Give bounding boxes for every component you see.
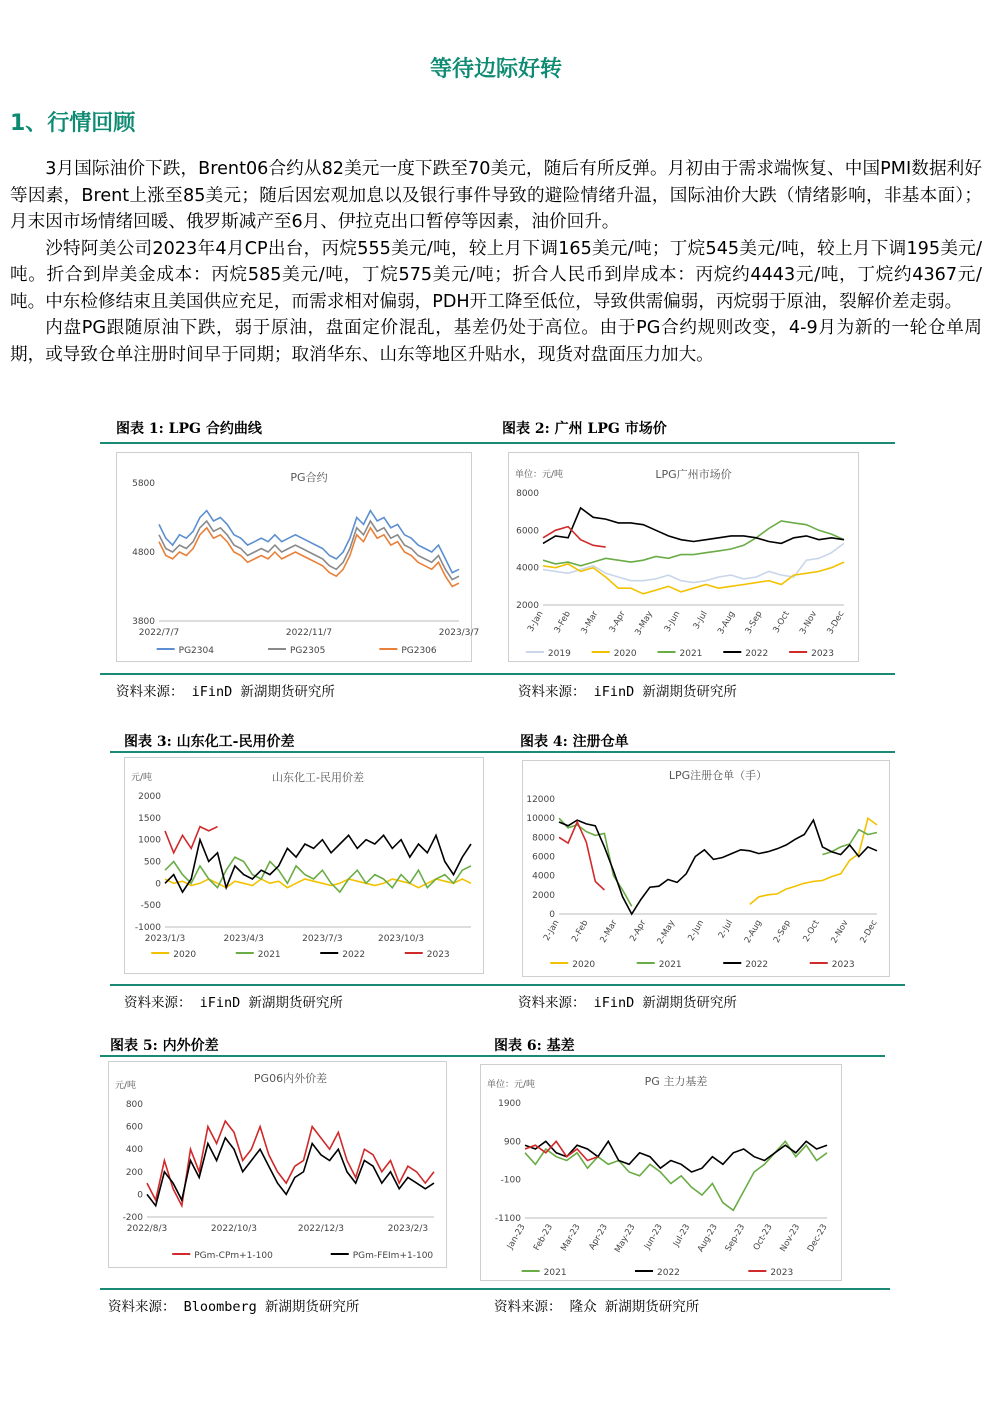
series-line-PG2304: [159, 511, 459, 573]
x-tick-label: 2023/7/3: [302, 934, 343, 944]
figure-5-source: 资料来源： Bloomberg 新湖期货研究所: [108, 1299, 360, 1315]
x-tick-label: 2023/4/3: [223, 934, 264, 944]
x-tick-label: 2022/12/3: [297, 1224, 345, 1234]
chart-title: LPG注册仓单（手）: [668, 769, 768, 782]
chart-title: PG06内外价差: [253, 1072, 328, 1085]
y-tick-label: 0: [137, 1190, 143, 1201]
chart-1-frame: [116, 452, 480, 662]
legend-label: PGm-FEIm+1-100: [352, 1251, 434, 1261]
series-line-2021: [559, 818, 877, 906]
figure-5-caption: 图表 5: 内外价差: [110, 1038, 219, 1054]
legend-label: 2020: [613, 649, 637, 659]
x-tick-label: 3-Apr: [607, 609, 628, 635]
y-tick-label: 5800: [132, 479, 155, 489]
x-tick-label: 2022/8/3: [126, 1224, 168, 1234]
x-tick-label: 2023/1/3: [144, 934, 186, 944]
y-axis-label: 元/吨: [115, 1081, 137, 1091]
x-tick-label: 2022/11/7: [285, 628, 333, 638]
x-tick-label: Jun-23: [642, 1222, 665, 1252]
y-tick-label: 12000: [526, 795, 555, 805]
legend-label: 2020: [173, 950, 197, 960]
figure-row-3-bottom-rule: [100, 1288, 890, 1290]
figure-4-source: 资料来源： iFinD 新湖期货研究所: [518, 995, 737, 1011]
chart-3-shandong-spread: [125, 758, 483, 973]
y-tick-label: -100: [500, 1175, 521, 1186]
y-tick-label: -1100: [494, 1214, 521, 1224]
chart-6-basis: [481, 1065, 841, 1280]
figure-3-source: 资料来源： iFinD 新湖期货研究所: [124, 995, 343, 1011]
paragraph-1: 3月国际油价下跌，Brent06合约从82美元一度下跌至70美元，随后有所反弹。月初由于需求端恢复、中国PMI数据利好等因素，Brent上涨至85美元；随后因宏观加息以及银行事件导致的避险情绪升温，国际油价大跌（情绪影响，非基本面）；月末因市场情绪回暖、俄罗斯减产至6月、伊拉克出口暂停等因素，油价回升。: [10, 159, 982, 232]
legend-label: 2021: [257, 950, 281, 960]
figure-1-source: 资料来源： iFinD 新湖期货研究所: [116, 684, 335, 700]
chart-5-frame: [108, 1061, 447, 1268]
x-tick-label: 2-Apr: [628, 918, 649, 944]
figure-row-3-top-rule: [100, 1055, 885, 1057]
x-tick-label: 2-Aug: [742, 918, 764, 946]
series-line-2021: [165, 857, 471, 892]
x-tick-label: Oct-23: [751, 1222, 775, 1253]
legend-label: 2023: [831, 960, 855, 970]
legend-label: PG2306: [401, 646, 437, 656]
y-tick-label: 6000: [516, 526, 539, 537]
x-tick-label: 2-May: [655, 918, 678, 947]
figure-row-1-bottom-rule: [100, 673, 895, 675]
y-tick-label: 900: [503, 1137, 521, 1148]
legend-label: 2020: [572, 960, 596, 970]
x-tick-label: 3-Jul: [691, 609, 710, 632]
series-line-2022: [543, 508, 844, 544]
x-tick-label: May-23: [613, 1222, 638, 1255]
x-tick-label: 2-Jul: [716, 918, 736, 941]
figure-4-caption: 图表 4: 注册仓单: [520, 734, 629, 750]
legend-label: 2023: [770, 1268, 794, 1278]
legend-label: 2021: [679, 649, 703, 659]
y-tick-label: 4000: [532, 871, 555, 882]
legend-label: 2019: [547, 649, 571, 659]
chart-title: 山东化工-民用价差: [272, 771, 364, 784]
x-tick-label: 2023/3/7: [438, 628, 480, 638]
y-tick-label: 800: [125, 1100, 143, 1110]
y-tick-label: 2000: [516, 601, 539, 611]
y-tick-label: 3800: [132, 617, 155, 627]
legend-label: 2023: [426, 950, 450, 960]
x-tick-label: 3-Jan: [525, 609, 546, 634]
x-tick-label: 2-Mar: [598, 918, 620, 945]
y-axis-label: 单位：元/吨: [515, 470, 564, 480]
chart-1-lpg-contracts: [117, 453, 480, 661]
x-tick-label: 2-Dec: [858, 918, 880, 946]
y-axis-label: 元/吨: [131, 773, 153, 783]
figure-row-1-top-rule: [100, 442, 895, 444]
paragraph-2: 沙特阿美公司2023年4月CP出台，丙烷555美元/吨，较上月下调165美元/吨；丁烷545美元/吨，较上月下调195美元/吨。折合到岸美金成本：丙烷585美元/吨，丁烷575美元/吨；折合人民币到岸成本：丙烷约4443元/吨，丁烷约4367元/吨。中东检修结束且美国供应充足，而需求相对偏弱，PDH开工降至低位，导致供需偏弱，丙烷弱于原油，裂解价差走弱。: [10, 238, 982, 312]
legend-label: PG2304: [178, 646, 214, 656]
y-tick-label: 4800: [132, 548, 155, 558]
x-tick-label: Feb-23: [531, 1222, 556, 1253]
x-tick-label: 2023/10/3: [377, 934, 425, 944]
x-tick-label: Nov-23: [778, 1222, 803, 1254]
y-tick-label: 500: [143, 857, 161, 868]
legend-label: 2021: [543, 1268, 567, 1278]
x-tick-label: 2023/2/3: [387, 1224, 429, 1234]
y-tick-label: 6000: [532, 852, 555, 863]
body-text: [10, 156, 982, 368]
figure-2-source: 资料来源： iFinD 新湖期货研究所: [518, 684, 737, 700]
x-tick-label: 3-Feb: [552, 609, 573, 635]
y-tick-label: 10000: [526, 814, 555, 825]
figure-1-caption: 图表 1: LPG 合约曲线: [116, 421, 262, 437]
section-heading: 1、行情回顾: [10, 111, 136, 136]
figure-2-caption: 图表 2: 广州 LPG 市场价: [502, 421, 667, 437]
x-tick-label: 2022/10/3: [210, 1224, 258, 1234]
x-tick-label: Jul-23: [671, 1222, 693, 1249]
y-tick-label: 0: [155, 879, 161, 890]
y-tick-label: -1000: [134, 923, 161, 933]
x-tick-label: 2-Oct: [801, 918, 822, 944]
x-tick-label: 3-May: [633, 609, 656, 638]
y-tick-label: 1900: [498, 1099, 521, 1109]
y-tick-label: -200: [122, 1213, 143, 1223]
figure-row-2-top-rule: [110, 751, 895, 753]
x-tick-label: 2-Nov: [829, 918, 851, 946]
chart-title: PG合约: [290, 471, 328, 484]
x-tick-label: 2022/7/7: [138, 628, 180, 638]
x-tick-label: 2-Sep: [771, 918, 793, 945]
x-tick-label: 3-Mar: [579, 609, 601, 636]
y-tick-label: -500: [140, 901, 161, 912]
paragraph-3: 内盘PG跟随原油下跌，弱于原油，盘面定价混乱，基差仍处于高位。由于PG合约规则改变，4-9月为新的一轮仓单周期，或导致仓单注册时间早于同期；取消华东、山东等地区升贴水，现货对盘面压力加大。: [10, 318, 982, 365]
y-tick-label: 1500: [138, 813, 161, 824]
figure-3-caption: 图表 3: 山东化工-民用价差: [124, 734, 295, 750]
series-line-2022: [559, 820, 877, 914]
x-tick-label: 3-Aug: [716, 609, 738, 637]
x-tick-label: 2-Jun: [686, 918, 707, 943]
x-tick-label: Aug-23: [695, 1222, 720, 1254]
x-tick-label: Jan-23: [505, 1222, 528, 1251]
chart-2-guangzhou-lpg-price: [509, 453, 858, 661]
x-tick-label: 3-Oct: [771, 609, 792, 635]
legend-label: 2022: [745, 960, 769, 970]
legend-label: 2022: [342, 950, 366, 960]
y-tick-label: 600: [125, 1122, 143, 1133]
chart-5-inner-outer-spread: [109, 1062, 446, 1267]
series-line-2023: [165, 827, 218, 853]
figure-6-caption: 图表 6: 基差: [494, 1038, 575, 1054]
x-tick-label: 3-Jun: [662, 609, 683, 634]
y-tick-label: 0: [549, 910, 555, 920]
x-tick-label: Sep-23: [723, 1222, 748, 1254]
chart-4-warehouse-receipts: [523, 761, 889, 976]
legend-label: 2023: [811, 649, 835, 659]
figure-row-2-bottom-rule: [110, 984, 905, 986]
legend-label: 2021: [658, 960, 682, 970]
y-axis-label: 单位：元/吨: [487, 1080, 536, 1090]
chart-title: LPG广州市场价: [655, 468, 732, 481]
document-title: 等待边际好转: [429, 57, 562, 82]
series-line-PG2306: [159, 528, 459, 587]
x-tick-label: 3-Dec: [825, 609, 847, 637]
x-tick-label: Dec-23: [805, 1222, 830, 1254]
x-tick-label: 2-Jan: [541, 918, 562, 943]
legend-label: 2022: [745, 649, 769, 659]
y-tick-label: 2000: [532, 890, 555, 901]
y-tick-label: 2000: [138, 792, 161, 802]
chart-title: PG 主力基差: [644, 1075, 708, 1088]
x-tick-label: Apr-23: [587, 1222, 610, 1252]
x-tick-label: Mar-23: [559, 1222, 583, 1253]
chart-3-frame: [124, 757, 484, 974]
legend-label: PG2305: [290, 646, 326, 656]
y-tick-label: 8000: [532, 833, 555, 844]
chart-2-frame: [508, 452, 859, 662]
y-tick-label: 400: [125, 1145, 143, 1156]
x-tick-label: 3-Nov: [798, 609, 820, 637]
x-tick-label: 2-Feb: [570, 918, 591, 944]
legend-label: 2022: [657, 1268, 680, 1278]
figure-6-source: 资料来源： 隆众 新湖期货研究所: [494, 1299, 700, 1315]
series-line-2023: [525, 1141, 598, 1160]
legend-label: PGm-CPm+1-100: [194, 1251, 273, 1261]
y-tick-label: 4000: [516, 563, 539, 574]
y-tick-label: 200: [125, 1167, 143, 1178]
y-tick-label: 8000: [516, 489, 539, 499]
chart-4-frame: [522, 760, 890, 977]
chart-6-frame: [480, 1064, 842, 1281]
y-tick-label: 1000: [138, 835, 161, 846]
x-tick-label: 3-Sep: [743, 609, 765, 636]
